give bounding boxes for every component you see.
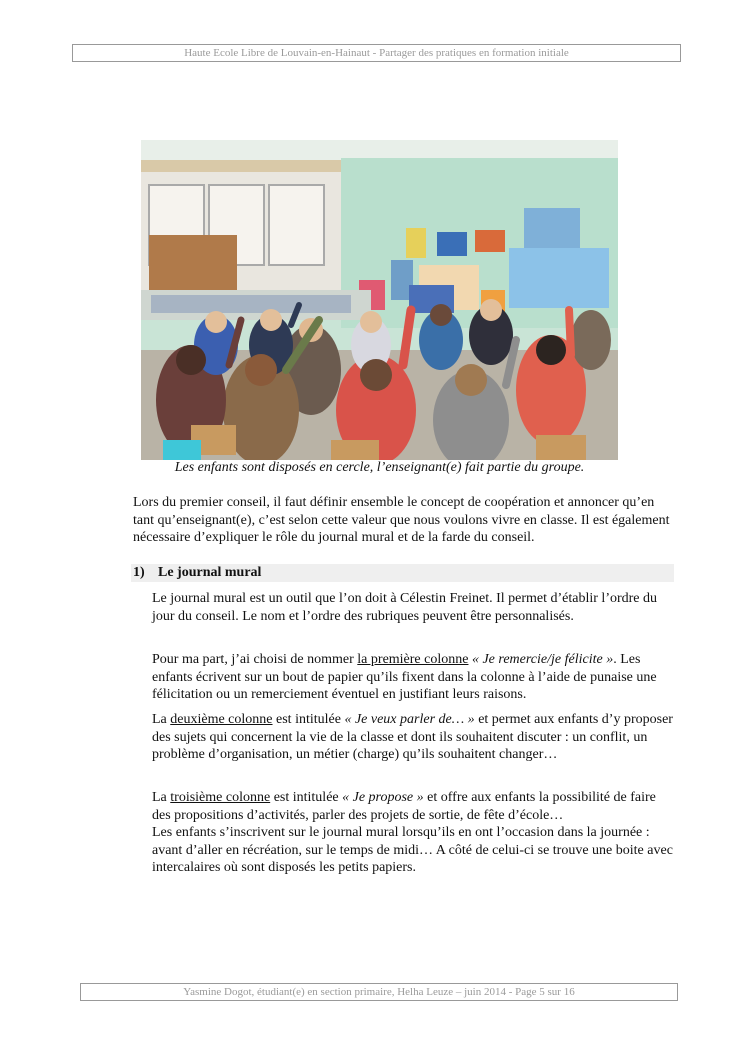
p4-underlined: troisième colonne (170, 790, 271, 805)
p4-text-b: est intitulée (270, 790, 343, 805)
classroom-photo (141, 140, 618, 460)
paragraph-5: Les enfants s’inscrivent sur le journal mural lorsqu’ils en ont l’occasion dans la journée : avant d’aller en récréation, sur le temps de midi… A côté de celui-ci se trouve une boite avec intercalaires où sont disposés les petits papiers. (152, 825, 673, 875)
p3-text-a: La (152, 712, 171, 727)
paragraph-4 (152, 789, 675, 824)
intro-paragraph: Lors du premier conseil, il faut définir ensemble le concept de coopération et annoncer qu’en tant qu’enseignant(e), c’est selon cette valeur que nous voulons vivre en classe. Il est également nécessaire d’expliquer le rôle du journal mural et de la farde du conseil. (133, 495, 670, 545)
section-title: Le journal mural (158, 565, 262, 580)
p3-text-b: est intitulée (272, 712, 345, 727)
p4-text-c: et offre aux enfants la possibilité de faire des propositions d’activités, parler des projets de sortie, de fête d’école… (152, 790, 656, 823)
classroom-photo-icon (141, 140, 618, 460)
p3-text-c: et permet aux enfants d’y proposer des sujets qui concernent la vie de la classe et dont ils souhaitent discuter : un conflit, un problème d’organisation, un métier (charge) qu’ils souhaitent changer… (152, 712, 673, 762)
p2-text-c: . Les enfants écrivent sur un bout de papier qu’ils fixent dans la colonne à l’aide de punaise une félicitation ou un remerciement éventuel en justifiant leurs raisons. (152, 652, 657, 702)
figure-caption: Les enfants sont disposés en cercle, l’enseignant(e) fait partie du groupe. (174, 460, 585, 475)
p4-text-a: La (152, 790, 171, 805)
p4-italic: « Je propose » (342, 790, 424, 805)
paragraph-2 (152, 651, 675, 704)
page-header: Haute Ecole Libre de Louvain-en-Hainaut - Partager des pratiques en formation initiale (72, 44, 681, 62)
paragraph-3 (152, 711, 675, 764)
p2-underlined: la première colonne (357, 652, 469, 667)
section-number: 1) (133, 565, 145, 580)
p3-italic: « Je veux parler de… » (344, 712, 475, 727)
p3-underlined: deuxième colonne (170, 712, 273, 727)
section-heading (131, 564, 674, 582)
p2-text-a: Pour ma part, j’ai choisi de nommer (152, 652, 358, 667)
paragraph-1: Le journal mural est un outil que l’on doit à Célestin Freinet. Il permet d’établir l’ordre du jour du conseil. Le nom et l’ordre des rubriques peuvent être personnalisés. (152, 591, 658, 624)
page-footer: Yasmine Dogot, étudiant(e) en section primaire, Helha Leuze – juin 2014 - Page 5 sur 16 (80, 983, 678, 1001)
p2-italic: « Je remercie/je félicite » (471, 652, 614, 667)
